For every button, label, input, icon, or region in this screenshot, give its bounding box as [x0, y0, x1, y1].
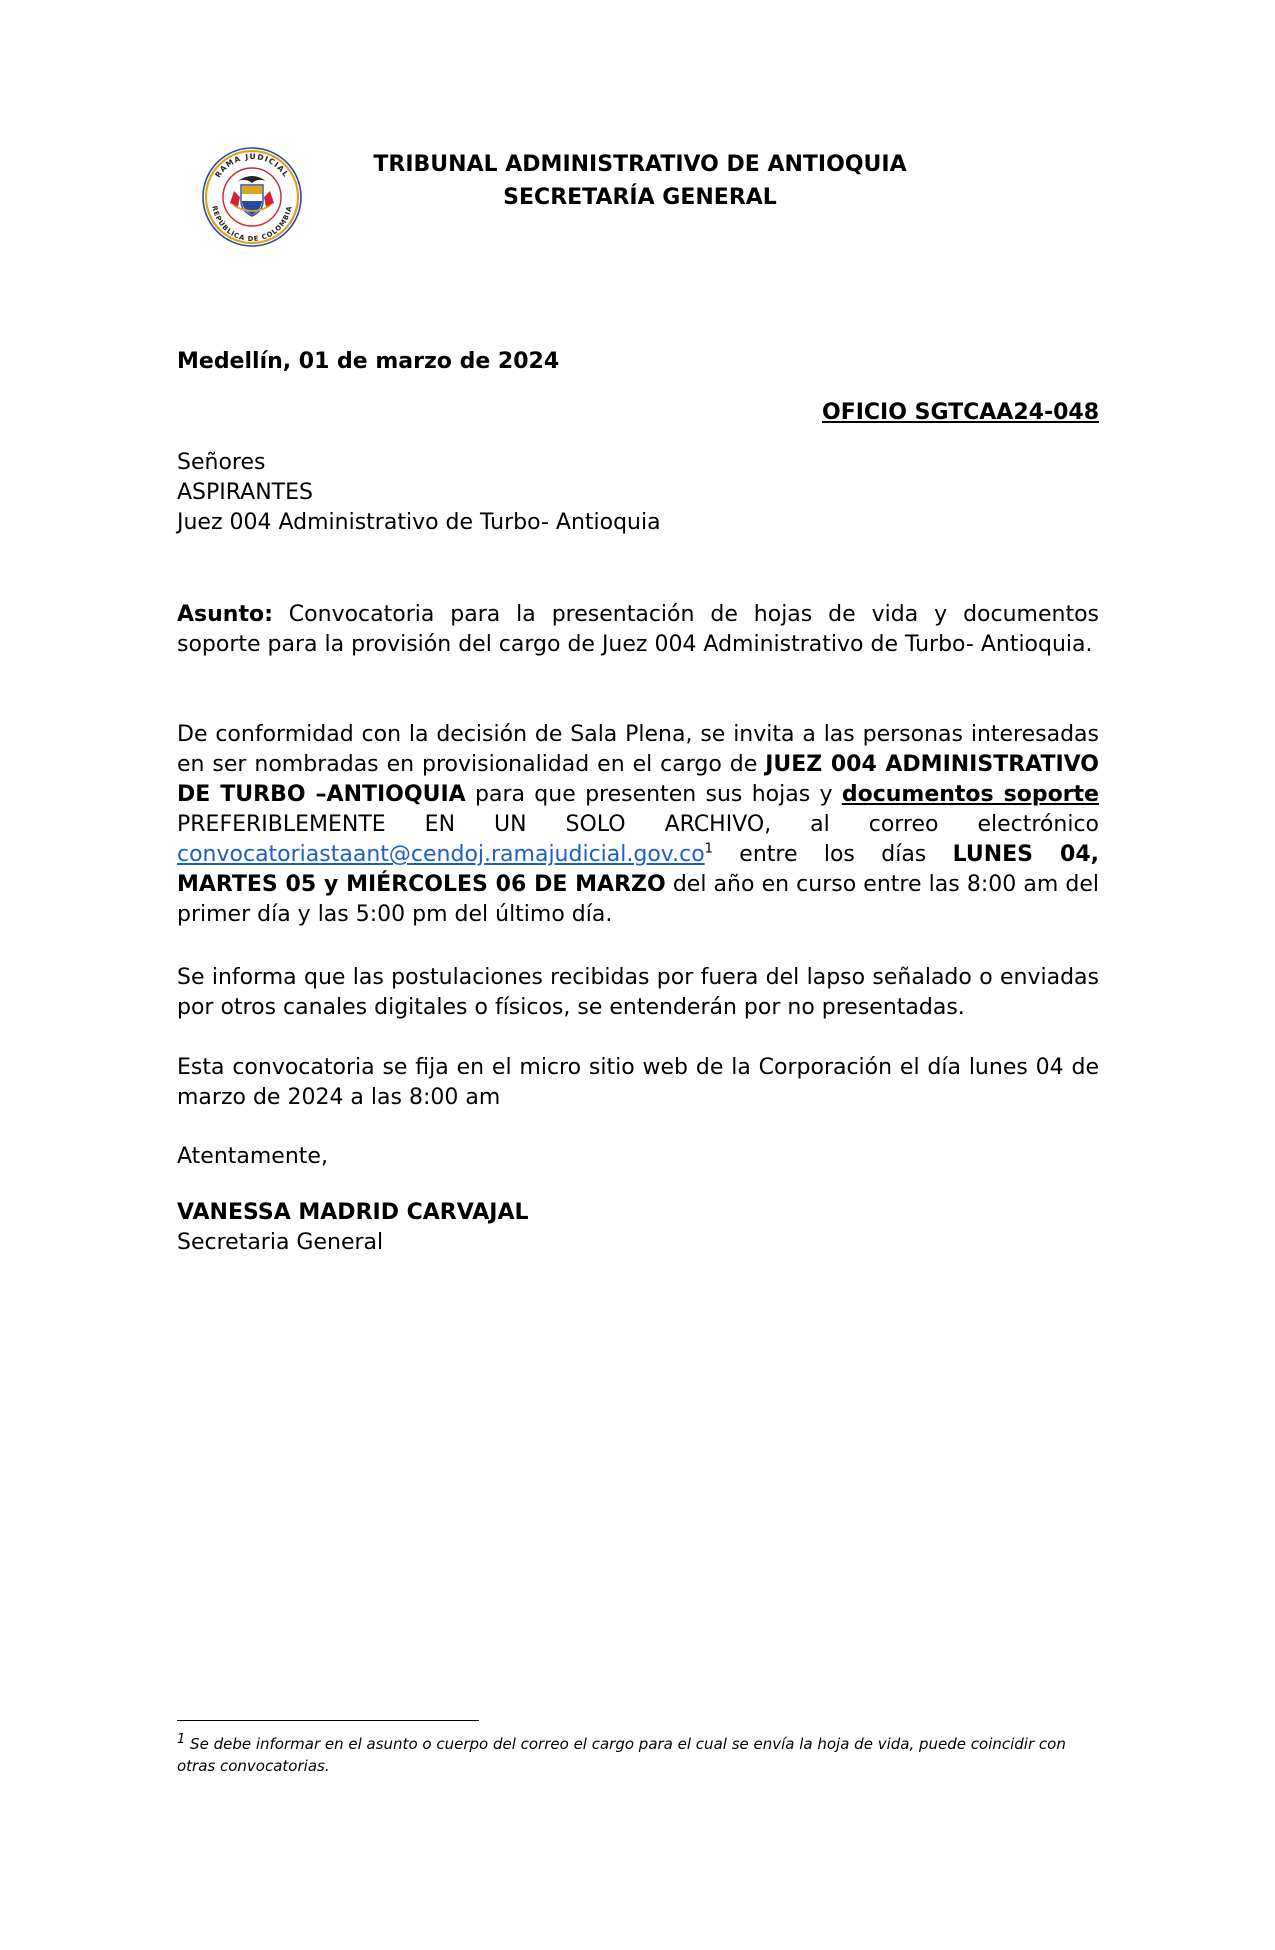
subject-label: Asunto: [177, 602, 273, 627]
recipient-salutation: Señores [177, 450, 266, 475]
email-link[interactable]: convocatoriastaant@cendoj.ramajudicial.gov.co [177, 842, 705, 867]
signer-title: Secretaria General [177, 1230, 384, 1255]
reference-number [177, 398, 1099, 428]
body-paragraph-2: Se informa que las postulaciones recibidas por fuera del lapso señalado o enviadas por otros canales digitales o físicos, se entenderán por no presentadas. [177, 965, 1099, 1020]
coat-of-arms-seal-icon [200, 145, 304, 249]
seal-ring-text-bottom: REPÚBLICA DE COLOMBIA [210, 204, 294, 244]
subject-text: Convocatoria para la presentación de hojas de vida y documentos soporte para la provisión del cargo de Juez 004 Administrativo de Turbo- Antioquia. [177, 602, 1099, 657]
footnote-reference: 1 [704, 841, 713, 857]
body1-position-bold: JUEZ 004 ADMINISTRATIVO DE TURBO –ANTIOQUIA [177, 752, 1099, 807]
reference-number-text: OFICIO SGTCAA24-048 [822, 400, 1099, 425]
letterhead [290, 148, 990, 214]
body-paragraph-1 [177, 720, 1099, 930]
footnote-text: Se debe informar en el asunto o cuerpo del correo el cargo para el cual se envía la hoja de vida, puede coincidir con otras convocatorias. [177, 1735, 1066, 1775]
footnote-number: 1 [177, 1732, 186, 1747]
footnote-separator [177, 1720, 479, 1721]
recipient-position: Juez 004 Administrativo de Turbo- Antioquia [177, 510, 661, 535]
body-paragraph-3: Esta convocatoria se fija en el micro sitio web de la Corporación el día lunes 04 de marzo de 2024 a las 8:00 am [177, 1055, 1099, 1110]
body1-text-4: entre los días [712, 842, 953, 867]
recipient-group: ASPIRANTES [177, 480, 313, 505]
subject-paragraph [177, 600, 1099, 660]
seal-ring-text-top: RAMA JUDICIAL [213, 151, 291, 180]
closing-line: Atentamente, [177, 1144, 328, 1169]
date-line: Medellín, 01 de marzo de 2024 [177, 349, 560, 374]
body1-text-2: para que presenten sus hojas y [465, 782, 842, 807]
body1-dates-bold: LUNES 04, MARTES 05 y MIÉRCOLES 06 DE MARZO [177, 842, 1100, 897]
body1-documents-bold: documentos soporte [841, 782, 1099, 807]
department-name: SECRETARÍA GENERAL [503, 185, 777, 210]
body1-text-1: De conformidad con la decisión de Sala Plena, se invita a las personas interesadas en ser nombradas en provisionalidad en el cargo de [177, 722, 1099, 777]
body1-text-5: del año en curso entre las 8:00 am del primer día y las 5:00 pm del último día. [177, 872, 1100, 927]
signature-block [177, 1198, 1099, 1258]
footnote [177, 1733, 1099, 1777]
institution-name: TRIBUNAL ADMINISTRATIVO DE ANTIOQUIA [373, 152, 907, 177]
signer-name: VANESSA MADRID CARVAJAL [177, 1200, 529, 1225]
body1-text-3: PREFERIBLEMENTE EN UN SOLO ARCHIVO, al correo electrónico [177, 812, 1099, 837]
recipient-block [177, 448, 1099, 538]
